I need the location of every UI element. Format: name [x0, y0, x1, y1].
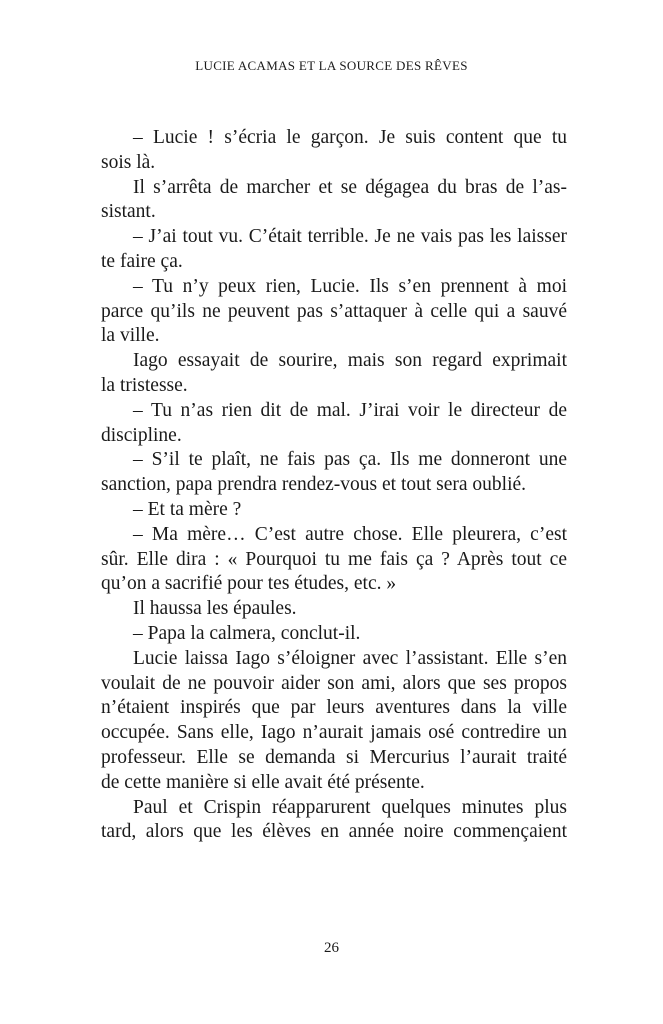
text-line: Il s’arrêta de marcher et se dégagea du bras de l’as- — [133, 176, 567, 198]
running-header: LUCIE ACAMAS ET LA SOURCE DES RÊVES — [195, 58, 468, 73]
text-line: de cette manière si elle avait été présente. — [101, 771, 425, 793]
text-line: – J’ai tout vu. C’était terrible. Je ne vais pas les laisser — [133, 226, 567, 248]
text-line: – Ma mère… C’est autre chose. Elle pleurera, c’est — [133, 523, 567, 545]
text-line: – Tu n’y peux rien, Lucie. Ils s’en prennent à moi — [133, 275, 567, 297]
text-line: tard, alors que les élèves en année noire commençaient — [101, 821, 567, 843]
text-line: te faire ça. — [101, 250, 183, 272]
text-line: qu’on a sacrifié pour tes études, etc. » — [101, 573, 397, 595]
text-line: – S’il te plaît, ne fais pas ça. Ils me donneront une — [133, 449, 567, 471]
text-line: la ville. — [101, 325, 160, 347]
text-line: occupée. Sans elle, Iago n’aurait jamais osé contredire un — [101, 722, 567, 744]
body-text — [101, 126, 567, 845]
text-line: sistant. — [101, 201, 156, 223]
text-line: Iago essayait de sourire, mais son regard exprimait — [133, 350, 567, 372]
text-line: – Lucie ! s’écria le garçon. Je suis content que tu — [133, 127, 567, 148]
page-number: 26 — [324, 940, 339, 956]
text-line: – Papa la calmera, conclut-il. — [133, 622, 361, 644]
text-line: discipline. — [101, 424, 182, 446]
text-line: sanction, papa prendra rendez-vous et tout sera oublié. — [101, 474, 527, 496]
text-line: – Tu n’as rien dit de mal. J’irai voir le directeur de — [133, 399, 567, 421]
text-line: voulait de ne pouvoir aider son ami, alors que ses propos — [101, 672, 567, 694]
text-line: sûr. Elle dira : « Pourquoi tu me fais ça ? Après tout ce — [101, 548, 567, 570]
text-line: la tristesse. — [101, 374, 188, 396]
text-line: sois là. — [101, 151, 156, 173]
text-line: – Et ta mère ? — [133, 498, 242, 520]
text-line: Il haussa les épaules. — [133, 598, 297, 620]
text-line: parce qu’ils ne peuvent pas s’attaquer à celle qui a sauvé — [101, 300, 567, 322]
text-line: Paul et Crispin réapparurent quelques minutes plus — [133, 796, 567, 818]
text-line: professeur. Elle se demanda si Mercurius l’aurait traité — [101, 746, 567, 768]
text-line: n’étaient inspirés que par leurs aventures dans la ville — [101, 697, 567, 719]
text-line: Lucie laissa Iago s’éloigner avec l’assistant. Elle s’en — [133, 647, 567, 669]
